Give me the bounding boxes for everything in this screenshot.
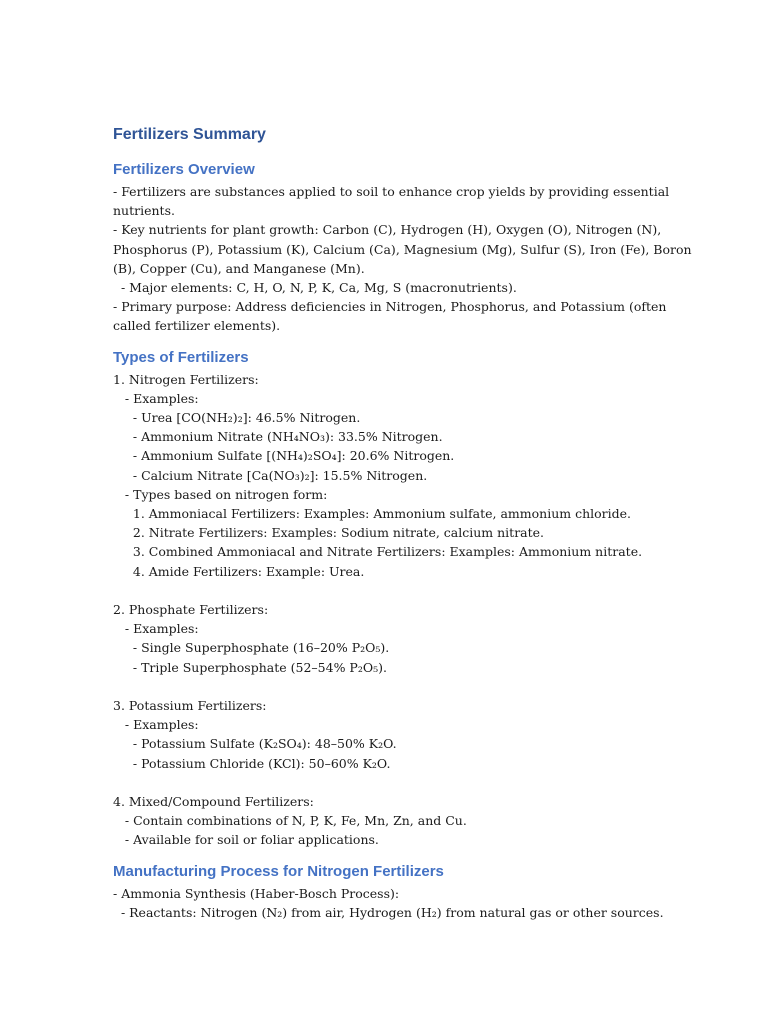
text-line: called fertilizer elements). [113,318,281,334]
text-line: - Ammonium Sulfate [(NH₄)₂SO₄]: 20.6% Nitrogen. [113,448,455,464]
text-line: - Types based on nitrogen form: [113,486,328,502]
text-line: Phosphorus (P), Potassium (K), Calcium (Ca), Magnesium (Mg), Sulfur (S), Iron (Fe), Boron [113,241,692,257]
text-line: 2. Nitrate Fertilizers: Examples: Sodium nitrate, calcium nitrate. [113,525,545,541]
section-types [113,348,658,850]
blank-line [113,773,658,792]
text-line: - Available for soil or foliar applications. [113,832,379,848]
section-heading: Manufacturing Process for Nitrogen Fertilizers [113,862,444,880]
text-line: - Examples: [113,390,199,406]
text-line: nutrients. [113,203,175,219]
text-line: 1. Nitrogen Fertilizers: [113,371,259,387]
text-line: - Calcium Nitrate [Ca(NO₃)₂]: 15.5% Nitrogen. [113,467,428,483]
text-line: - Key nutrients for plant growth: Carbon (C), Hydrogen (H), Oxygen (O), Nitrogen (N), [113,222,662,238]
section-heading: Fertilizers Overview [113,161,255,178]
text-line: 3. Potassium Fertilizers: [113,698,267,714]
text-line: - Major elements: C, H, O, N, P, K, Ca, Mg, S (macronutrients). [113,280,517,296]
text-line: - Urea [CO(NH₂)₂]: 46.5% Nitrogen. [113,410,361,426]
text-line: - Ammonia Synthesis (Haber-Bosch Process): [113,885,400,901]
text-line: - Ammonium Nitrate (NH₄NO₃): 33.5% Nitrogen. [113,429,443,445]
section-lines [113,370,658,850]
text-line: - Examples: [113,621,199,637]
text-line: - Potassium Sulfate (K₂SO₄): 48–50% K₂O. [113,736,397,752]
text-line: - Reactants: Nitrogen (N₂) from air, Hydrogen (H₂) from natural gas or other sources. [113,904,664,920]
text-line: - Triple Superphosphate (52–54% P₂O₅). [113,659,387,675]
blank-line [113,581,658,600]
text-line: - Contain combinations of N, P, K, Fe, Mn, Zn, and Cu. [113,813,467,829]
document-body [113,124,692,934]
section-overview [113,160,692,336]
text-line: - Fertilizers are substances applied to soil to enhance crop yields by providing essential [113,184,670,199]
section-heading: Types of Fertilizers [113,348,249,366]
text-line: 1. Ammoniacal Fertilizers: Examples: Ammonium sulfate, ammonium chloride. [113,506,631,522]
text-line: - Single Superphosphate (16–20% P₂O₅). [113,640,390,656]
text-line: 3. Combined Ammoniacal and Nitrate Fertilizers: Examples: Ammonium nitrate. [113,544,643,560]
document-title: Fertilizers Summary [113,126,266,143]
section-lines [113,884,664,922]
section-lines [113,182,692,336]
section-manufacturing [113,862,664,922]
text-line: 4. Mixed/Compound Fertilizers: [113,794,314,810]
blank-line [113,677,658,696]
text-line: 4. Amide Fertilizers: Example: Urea. [113,563,365,579]
text-line: - Potassium Chloride (KCl): 50–60% K₂O. [113,755,391,771]
text-line: (B), Copper (Cu), and Manganese (Mn). [113,260,365,276]
text-line: - Primary purpose: Address deficiencies in Nitrogen, Phosphorus, and Potassium (often [113,299,667,315]
text-line: - Examples: [113,717,199,733]
text-line: 2. Phosphate Fertilizers: [113,602,269,618]
